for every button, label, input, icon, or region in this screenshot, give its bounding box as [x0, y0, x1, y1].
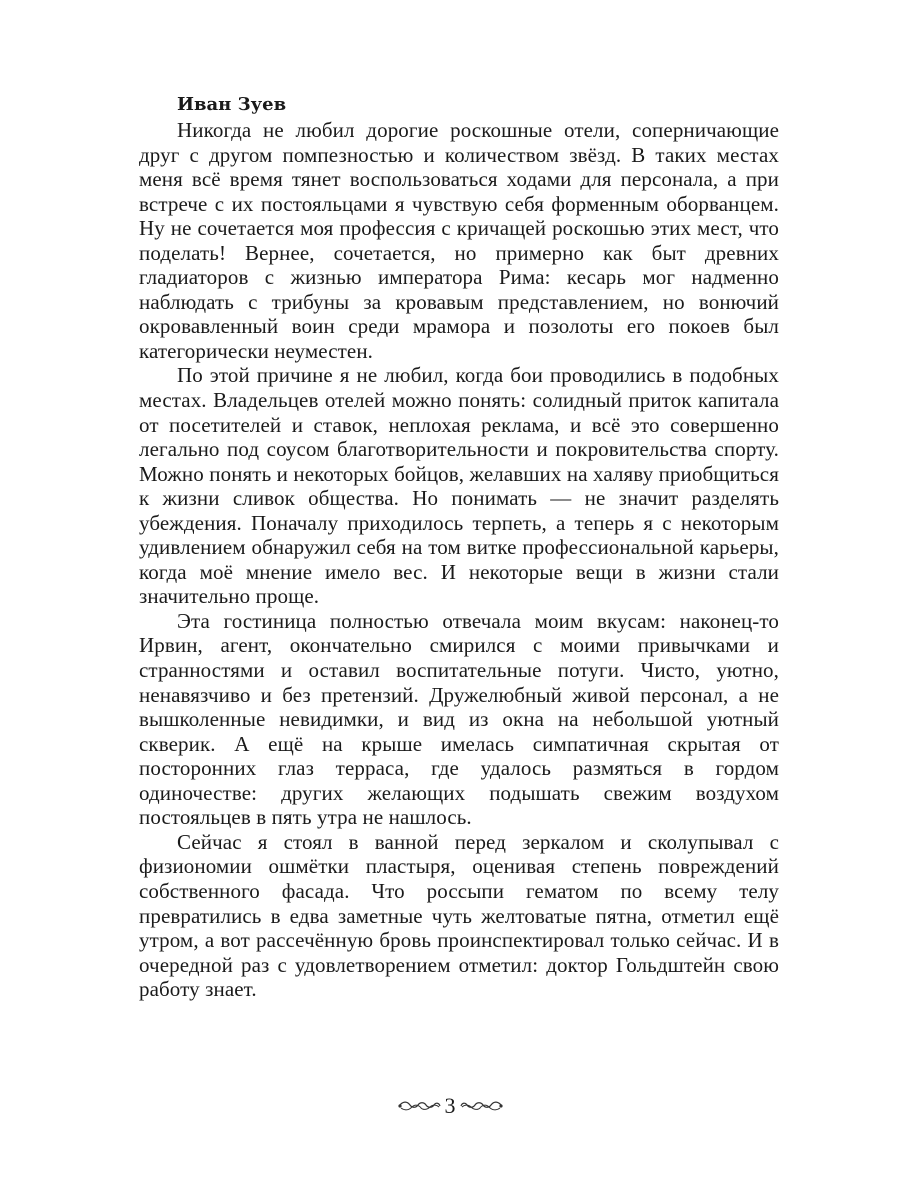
- left-ornament-icon: [397, 1099, 441, 1113]
- author-heading: Иван Зуев: [177, 94, 287, 115]
- paragraph-3: Эта гостиница полностью отвечала моим вкусам: наконец-то Ирвин, агент, окончательно смирился с моими привычками и странностями и оставил воспитательные потуги. Чисто, уютно, ненавязчиво и без претензий. Дружелюбный живой персонал, а не вышколенные невидимки, и вид из окна на небольшой уютный скверик. А ещё на крыше имелась симпатичная скрытая от посторонних глаз терраса, где удалось размяться в гордом одиночестве: других желающих подышать свежим воздухом постояльцев в пять утра не нашлось.: [139, 608, 779, 830]
- paragraph-1: Никогда не любил дорогие роскошные отели, соперничающие друг с другом помпезностью и количеством звёзд. В таких местах меня всё время тянет воспользоваться ходами для персонала, а при встрече с их постояльцами я чувствую себя форменным оборванцем. Ну не сочетается моя профессия с кричащей роскошью этих мест, что поделать! Вернее, сочетается, но примерно как быт древних гладиаторов с жизнью императора Рима: кесарь мог надменно наблюдать с трибуны за кровавым представлением, но вонючий окровавленный воин среди мрамора и позолоты его покоев был категорически неуместен.: [139, 118, 779, 363]
- page-footer: [0, 1094, 900, 1118]
- page-number: 3: [444, 1093, 456, 1118]
- right-ornament-icon: [460, 1099, 504, 1113]
- page-body: [139, 92, 779, 1002]
- paragraph-2: По этой причине я не любил, когда бои проводились в подобных местах. Владельцев отелей можно понять: солидный приток капитала от посетителей и ставок, неплохая реклама, и всё это совершенно легально под соусом благотворительности и покровительства спорту. Можно понять и некоторых бойцов, желавших на халяву приобщиться к жизни сливок общества. Но понимать — не значит разделять убеждения. Поначалу приходилось терпеть, а теперь я с некоторым удивлением обнаружил себя на том витке профессиональной карьеры, когда моё мнение имело вес. И некоторые вещи в жизни стали значительно проще.: [139, 363, 779, 609]
- paragraph-4: Сейчас я стоял в ванной перед зеркалом и сколупывал с физиономии ошмётки пластыря, оценивая степень повреждений собственного фасада. Что россыпи гематом по всему телу превратились в едва заметные чуть желтоватые пятна, отметил ещё утром, а вот рассечённую бровь проинспектировал только сейчас. И в очередной раз с удовлетворением отметил: доктор Гольдштейн свою работу знает.: [139, 829, 779, 1002]
